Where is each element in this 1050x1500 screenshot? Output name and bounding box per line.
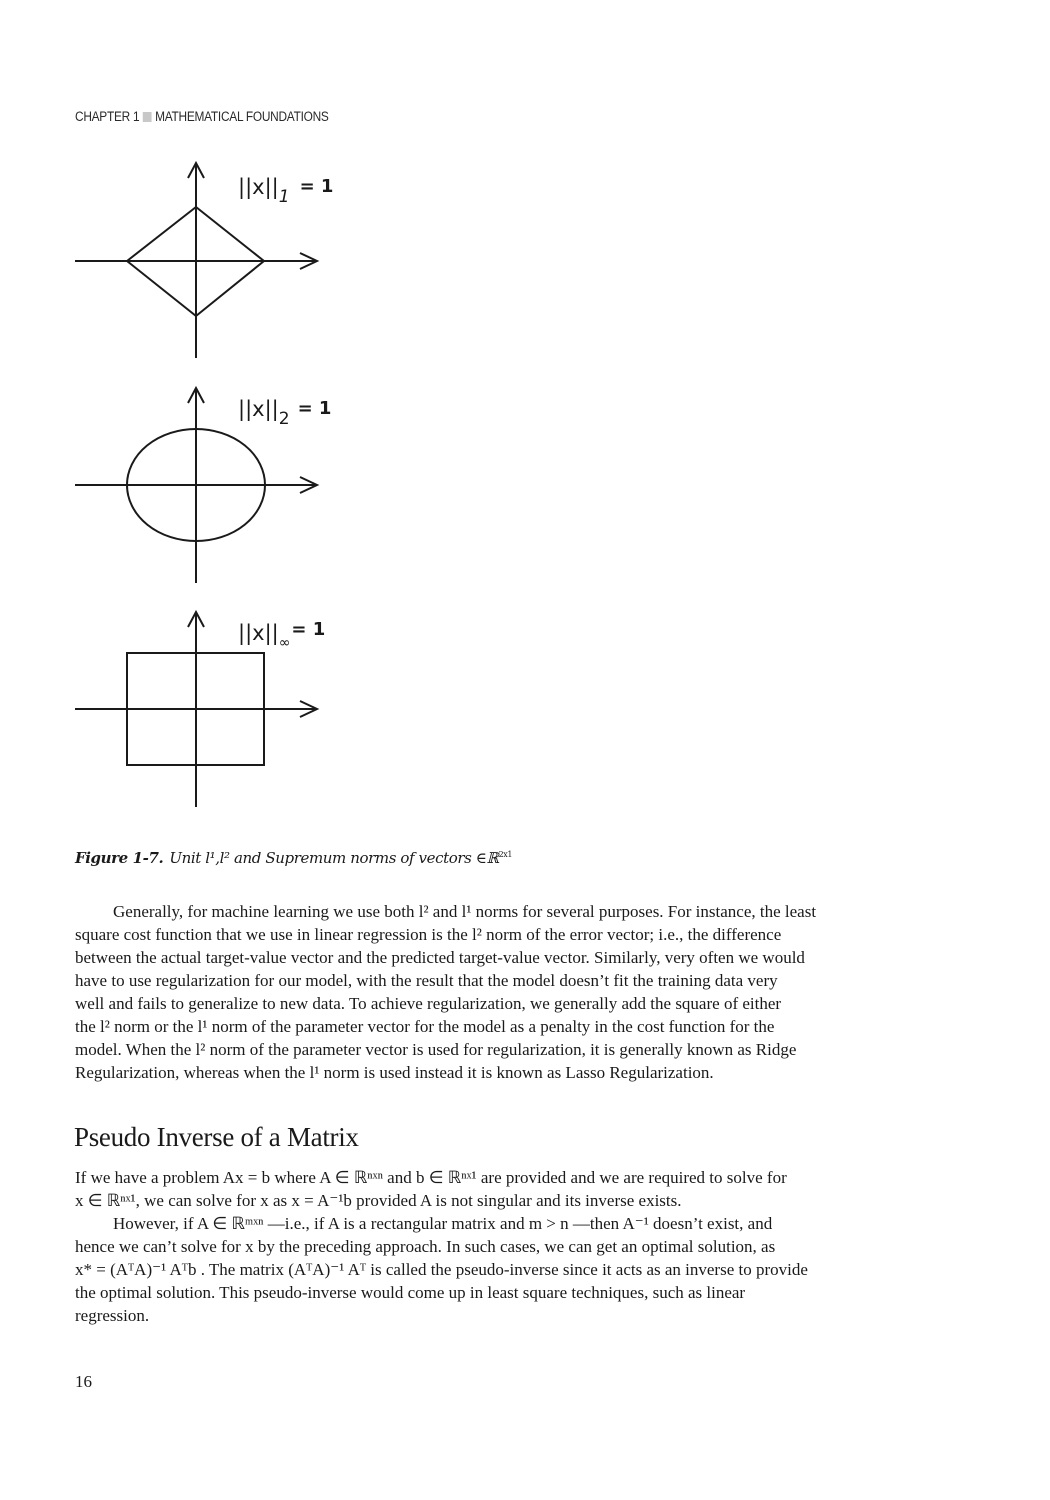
text-line: x* = (AᵀA)⁻¹ Aᵀb . The matrix (AᵀA)⁻¹ Aᵀ is called the pseudo-inverse since it acts as an inverse to provide [75, 1260, 808, 1279]
text-line: between the actual target-value vector and the predicted target-value vector. Similarly, very often we would [75, 948, 805, 967]
page-number: 16 [75, 1372, 92, 1391]
text-line: have to use regularization for our model, with the result that the model doesn’t fit the training data very [75, 971, 778, 990]
section-label: MATHEMATICAL FOUNDATIONS [155, 109, 329, 124]
paragraph-norms [75, 900, 945, 1084]
text-line: model. When the l² norm of the parameter vector is used for regularization, it is generally known as Ridge [75, 1040, 797, 1059]
section-heading: Pseudo Inverse of a Matrix [74, 1122, 359, 1152]
figure-label: Figure 1-7. [75, 849, 164, 867]
caption-text: Unit l¹,l² and Supremum norms of vectors ∈ℝ [169, 849, 499, 867]
text-line: the l² norm or the l¹ norm of the parameter vector for the model as a penalty in the cost function for the [75, 1017, 775, 1036]
text-line: regression. [75, 1306, 150, 1325]
text-line: However, if A ∈ ℝᵐˣⁿ —i.e., if A is a rectangular matrix and m > n —then A⁻¹ doesn’t exist, and [113, 1214, 773, 1233]
linf-norm-label: $||x||_\infty= 1$ [238, 619, 326, 651]
caption-superscript: 2x1 [498, 850, 513, 859]
chapter-label: CHAPTER 1 [75, 109, 140, 124]
figure-caption [75, 849, 512, 867]
text-line: hence we can’t solve for x by the preceding approach. In such cases, we can get an optimal solution, as [75, 1237, 776, 1256]
text-line: Regularization, whereas when the l¹ norm is used instead it is known as Lasso Regularization. [75, 1063, 714, 1082]
l1-norm-label: $||x||_1 = 1$ [238, 175, 334, 207]
text-line: well and fails to generalize to new data. To achieve regularization, we generally add the square of either [75, 994, 782, 1013]
text-line: x ∈ ℝⁿˣ¹, we can solve for x as x = A⁻¹b provided A is not singular and its inverse exists. [75, 1191, 682, 1210]
text-line: the optimal solution. This pseudo-inverse would come up in least square techniques, such as linear [75, 1283, 746, 1302]
paragraph-pseudo-inverse [75, 1166, 945, 1327]
text-line: square cost function that we use in linear regression is the l² norm of the error vector; i.e., the difference [75, 925, 782, 944]
text-line: Generally, for machine learning we use both l² and l¹ norms for several purposes. For instance, the least [113, 902, 817, 921]
l2-norm-label: $||x||_2 = 1$ [238, 397, 332, 429]
text-line: If we have a problem Ax = b where A ∈ ℝⁿˣⁿ and b ∈ ℝⁿˣ¹ are provided and we are required to solve for [75, 1168, 787, 1187]
